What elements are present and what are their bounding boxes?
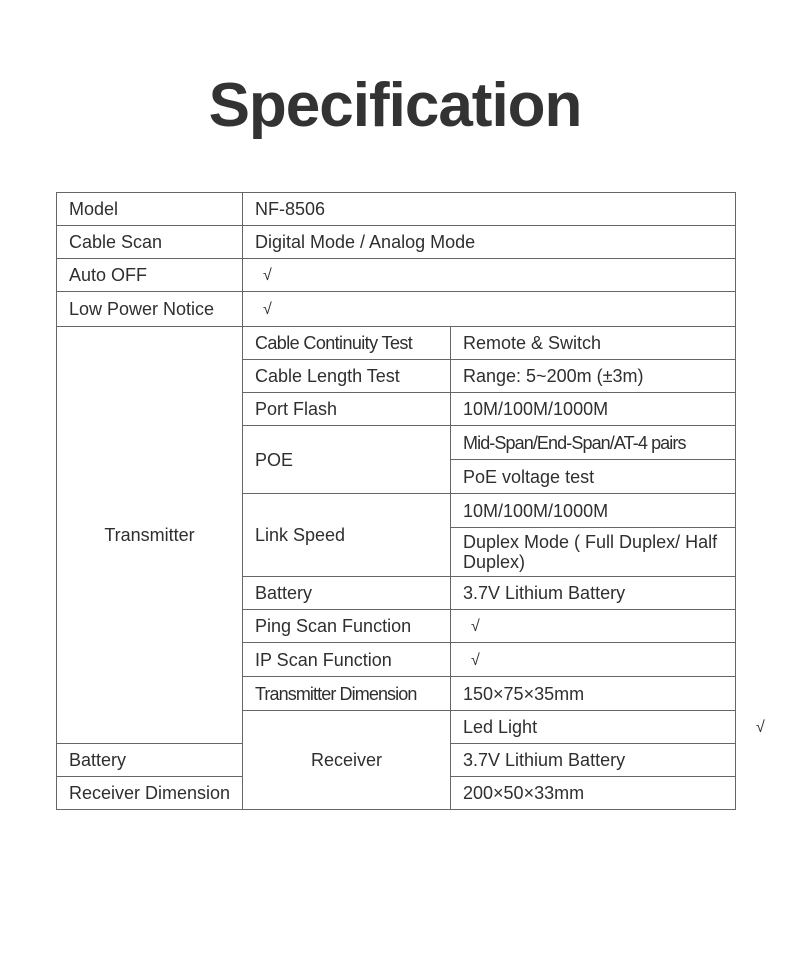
table-row <box>57 193 736 226</box>
table-row <box>57 327 736 360</box>
page-title: Specification <box>208 71 582 140</box>
row-value: 150×75×35mm <box>451 677 736 711</box>
row-label: Low Power Notice <box>57 292 243 327</box>
check-mark-icon: √ <box>471 618 480 635</box>
row-label: Receiver Dimension <box>57 777 243 810</box>
row-label: Auto OFF <box>57 259 243 292</box>
row-value: 10M/100M/1000M <box>451 393 736 426</box>
check-mark-icon: √ <box>471 651 480 669</box>
group-label-receiver: Receiver <box>243 711 451 810</box>
row-label: Cable Length Test <box>243 360 451 393</box>
table-row <box>57 292 736 327</box>
row-label: Battery <box>57 744 243 777</box>
row-value: 10M/100M/1000M <box>451 494 736 528</box>
row-label: Cable Scan <box>57 226 243 259</box>
row-value: Duplex Mode ( Full Duplex/ Half Duplex) <box>451 528 736 577</box>
spec-table <box>56 192 765 810</box>
row-label: Ping Scan Function <box>243 610 451 643</box>
row-value: NF-8506 <box>243 193 736 226</box>
check-mark-icon: √ <box>756 719 765 736</box>
table-row <box>57 226 736 259</box>
table-row <box>57 259 736 292</box>
check-mark-icon: √ <box>263 267 272 284</box>
row-value: Mid-Span/End-Span/AT-4 pairs <box>451 426 736 460</box>
row-label: Link Speed <box>243 494 451 577</box>
row-label: Model <box>57 193 243 226</box>
row-value: 3.7V Lithium Battery <box>451 577 736 610</box>
group-label-transmitter: Transmitter <box>57 327 243 744</box>
row-value: Remote & Switch <box>451 327 736 360</box>
row-value: Range: 5~200m (±3m) <box>451 360 736 393</box>
row-label: Transmitter Dimension <box>243 677 451 711</box>
row-value: 200×50×33mm <box>451 777 736 810</box>
row-value: Digital Mode / Analog Mode <box>243 226 736 259</box>
row-label: Battery <box>243 577 451 610</box>
row-label: IP Scan Function <box>243 643 451 677</box>
row-value: PoE voltage test <box>451 460 736 494</box>
row-label: Cable Continuity Test <box>243 327 451 360</box>
check-mark-icon: √ <box>263 301 272 318</box>
row-label: POE <box>243 426 451 494</box>
row-label: Led Light <box>451 711 736 744</box>
row-value: 3.7V Lithium Battery <box>451 744 736 777</box>
row-label: Port Flash <box>243 393 451 426</box>
